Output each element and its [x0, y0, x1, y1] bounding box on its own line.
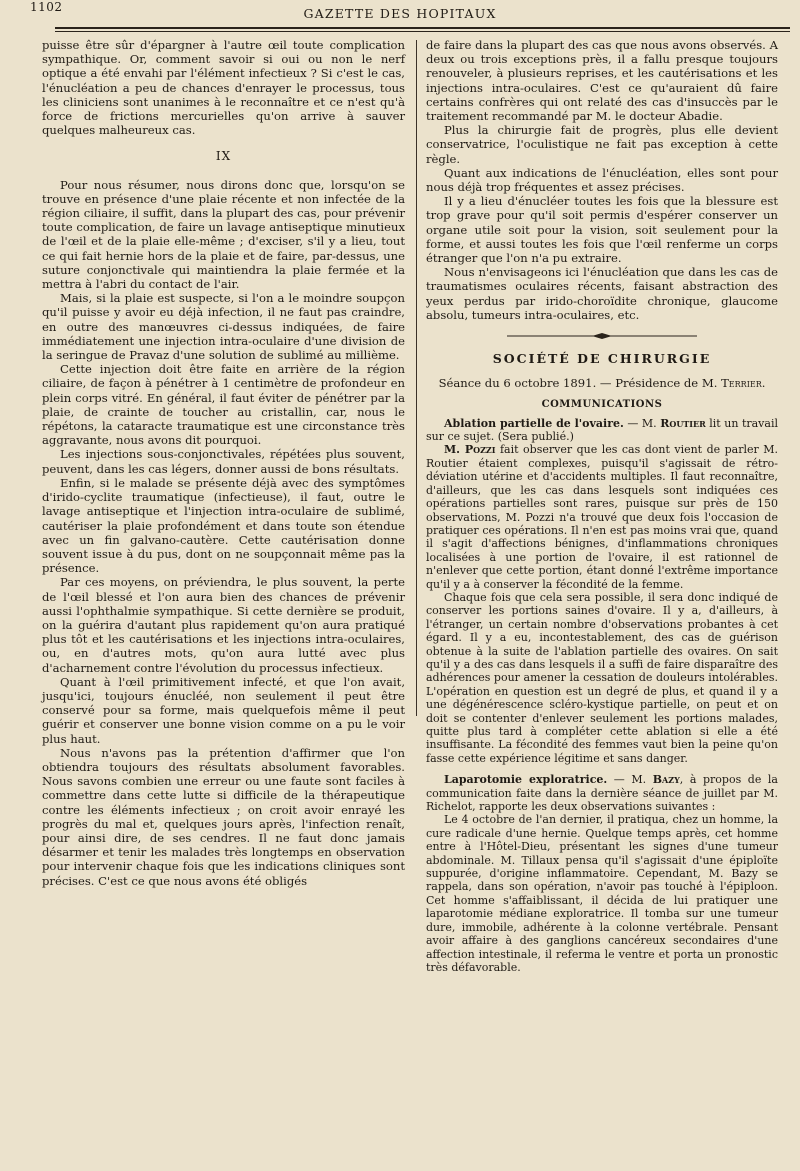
paragraph: Les injections sous-conjonctivales, répétées plus souvent, peuvent, dans les cas légers, donner aussi de bons résultats.: [42, 447, 405, 476]
paragraph-text: fait observer que les cas dont vient de parler M. Routier étaient complexes, puisqu'il s'agissait de rétro-déviation utérine et d'accidents multiples. Il faut reconnaître, d'ailleurs, que les cas dans lesquels sont indiquées ces opérations partielles sont rares, puisque sur près de 150 observations, M. Pozzi n'a trouvé que deux fois l'occasion de pratiquer ces opérations. Il n'en est pas moins vrai que, quand il s'agit d'affections bénignes, d'inflammations chroniques localisées à une portion de l'ovaire, il est rationnel de n'enlever que cette portion, étant donné l'extrême importance qu'il y a à conserver la fécondité de la femme.: [426, 443, 779, 591]
left-column: [42, 38, 405, 888]
paragraph: puisse être sûr d'épargner à l'autre œil toute complication sympathique. Or, comment savoir si oui ou non le nerf optique a été envahi par l'élément infectieux ? Si c'est le cas, l'énucléation a peu de chances d'enrayer le processus, tous les cliniciens sont unanimes à le reconnaître et ce n'est qu'à force de frictions mercurielles qu'on arrive à sauver quelques malheureux cas.: [42, 38, 405, 138]
paragraph: de faire dans la plupart des cas que nous avons observés. A deux ou trois exceptions près, il a fallu presque toujours renouveler, à plusieurs reprises, et les cautérisations et les injections intra-oculaires. C'est ce qu'auraient dû faire certains confrères qui ont relaté des cas d'insuccès par le traitement recommandé par M. le docteur Abadie.: [426, 38, 778, 124]
section-heading: SOCIÉTÉ DE CHIRURGIE: [492, 351, 712, 367]
column-divider: [416, 40, 417, 716]
paragraph: Il y a lieu d'énucléer toutes les fois que la blessure est trop grave pour qu'il soit permis d'espérer conserver un organe utile soit pour la vision, soit seulement pour la forme, et aussi toutes les fois que l'œil renferme un corps étranger que l'on n'a pu extraire.: [426, 194, 778, 266]
president-name: Terrier: [721, 376, 762, 391]
paragraph: Cette injection doit être faite en arrière de la région ciliaire, de façon à pénétrer à 1 centimètre de profondeur en plein corps vitré. En général, il faut éviter de pénétrer par la plaie, de crainte de toucher au cristallin, car, nous le répétons, la cataracte traumatique est une circonstance très aggravante, nous avons dit pourquoi.: [42, 362, 405, 448]
header-rule: [55, 27, 790, 29]
running-title: GAZETTE DES HOPITAUX: [303, 6, 497, 21]
paragraph: Plus la chirurgie fait de progrès, plus elle devient conservatrice, l'oculistique ne fait pas exception à cette règle.: [426, 123, 778, 166]
separator: — M.: [607, 773, 653, 787]
session-text: Séance du 6 octobre 1891. — Présidence de M.: [438, 376, 722, 391]
right-column: [426, 38, 778, 974]
separator: — M.: [623, 416, 661, 430]
paragraph: Le 4 octobre de l'an dernier, il pratiqua, chez un homme, la cure radicale d'une hernie. Quelque temps après, cet homme entre à l'Hôtel-Dieu, présentant les signes d'une tumeur abdominale. M. Tillaux pensa qu'il s'agissait d'une épiploïte suppurée, d'origine inflammatoire. Cependant, M. Bazy se rappela, dans son opération, n'avoir pas touché à l'épiploon. Cet homme s'affaiblissant, il décida de lui pratiquer une laparotomie médiane exploratrice. Il tomba sur une tumeur dure, immobile, adhérente à la colonne vertébrale. Pensant avoir affaire à des ganglions cancéreux secondaires d'une affection intestinale, il referma le ventre et porta un pronostic très défavorable.: [426, 813, 778, 974]
paragraph: Quant aux indications de l'énucléation, elles sont pour nous déjà trop fréquentes et assez précises.: [426, 165, 778, 195]
paragraph: Chaque fois que cela sera possible, il sera donc indiqué de conserver les portions saines d'ovaire. Il y a, d'ailleurs, à l'étranger, un certain nombre d'observations probantes à cet égard. Il y a eu, incontestablement, des cas de guérison obtenue à la suite de l'ablation partielle des ovaires. On sait qu'il y a des cas dans lesquels il a suffi de faire disparaître des adhérences pour amener la cessation de douleurs intolérables. L'opération en question est un degré de plus, et quand il y a une dégénérescence scléro-kystique partielle, on peut et on doit se contenter d'enlever seulement les portions malades, quitte plus tard à compléter cette ablation si elle a été insuffisante. La fécondité des femmes vaut bien la peine qu'on fasse cette expérience légitime et sans danger.: [426, 590, 778, 765]
paragraph: [426, 443, 778, 590]
article-text: , à propos de la communication faite dans la dernière séance de juillet par M. Richelot, rapporte les deux observations suivantes :: [426, 773, 778, 814]
ornament-divider: [507, 332, 697, 340]
paragraph: Pour nous résumer, nous dirons donc que, lorsqu'on se trouve en présence d'une plaie récente et non infectée de la région ciliaire, il suffit, dans la plupart des cas, pour prévenir toute complication, de faire un lavage antiseptique minutieux de l'œil et de la plaie elle-même ; d'exciser, s'il y a lieu, tout ce qui fait hernie hors de la plaie et de faire, par-dessus, une suture conjonctivale qui maintiendra la plaie fermée et la mettra à l'abri du contact de l'air.: [42, 177, 405, 292]
paragraph: Enfin, si le malade se présente déjà avec des symptômes d'irido-cyclite traumatique (infectieuse), il faut, outre le lavage antiseptique et l'injection intra-oculaire de sublimé, cautériser la plaie profondément et dans toute son étendue avec un fin galvano-cautère. Cette cautérisation donne souvent issue à du pus, dont on ne soupçonnait même pas la présence.: [42, 475, 405, 576]
paragraph: Par ces moyens, on préviendra, le plus souvent, la perte de l'œil blessé et l'on aura bien des chances de prévenir aussi l'ophthalmie sympathique. Si cette dernière se produit, on la guérira d'autant plus rapidement qu'on aura pratiqué plus tôt et les cautérisations et les injections intra-oculaires, ou, en d'autres mots, qu'on aura lutté avec plus d'acharnement contre l'évolution du processus infectieux.: [42, 575, 405, 675]
author-name: Routier: [660, 416, 706, 430]
section-number: IX: [215, 149, 232, 164]
session-end: .: [761, 376, 766, 391]
header-rule-thin: [55, 31, 790, 32]
spacer: [426, 765, 778, 773]
paragraph: Nous n'avons pas la prétention d'affirmer que l'on obtiendra toujours des résultats absolument favorables. Nous savons combien une erreur ou une faute sont faciles à commettre dans cette lutte si difficile de la thérapeutique contre les éléments infectieux ; on croit avoir enrayé les progrès du mal et, quelques jours après, l'infection renaît, pour ainsi dire, de ses cendres. Il ne faut donc jamais désarmer et tenir les malades très longtemps en observation pour intervenir chaque fois que les indications cliniques sont précises. C'est ce que nous avons été obligés: [42, 745, 405, 888]
page-number: 1102: [30, 0, 63, 14]
author-name: Bazy: [652, 773, 680, 787]
subheading: COMMUNICATIONS: [541, 399, 663, 411]
paragraph: Nous n'envisageons ici l'énucléation que dans les cas de traumatismes oculaires récents, faisant abstraction des yeux perdus par irido-choroïdite chronique, glaucome absolu, tumeurs intra-oculaires, etc.: [426, 265, 778, 322]
session-line: [426, 376, 778, 390]
article-intro: [426, 773, 778, 813]
author-name: M. Pozzi: [444, 443, 496, 457]
article-intro: [426, 417, 778, 444]
article-text: lit un travail sur ce sujet. (Sera publié.): [426, 416, 778, 444]
article-title: Ablation partielle de l'ovaire.: [444, 416, 624, 430]
paragraph: Quant à l'œil primitivement infecté, et que l'on avait, jusqu'ici, toujours énucléé, non seulement il peut être conservé pour sa forme, mais quelquefois même il peut guérir et conserver une bonne vision comme on a pu le voir plus haut.: [42, 674, 405, 746]
paragraph: Mais, si la plaie est suspecte, si l'on a le moindre soupçon qu'il puisse y avoir eu déjà infection, il ne faut pas craindre, en outre des manœuvres ci-dessus indiquées, de faire immédiatement une injection intra-oculaire d'une division de la seringue de Pravaz d'une solution de sublimé au millième.: [42, 291, 405, 363]
article-title: Laparotomie exploratrice.: [444, 773, 608, 787]
